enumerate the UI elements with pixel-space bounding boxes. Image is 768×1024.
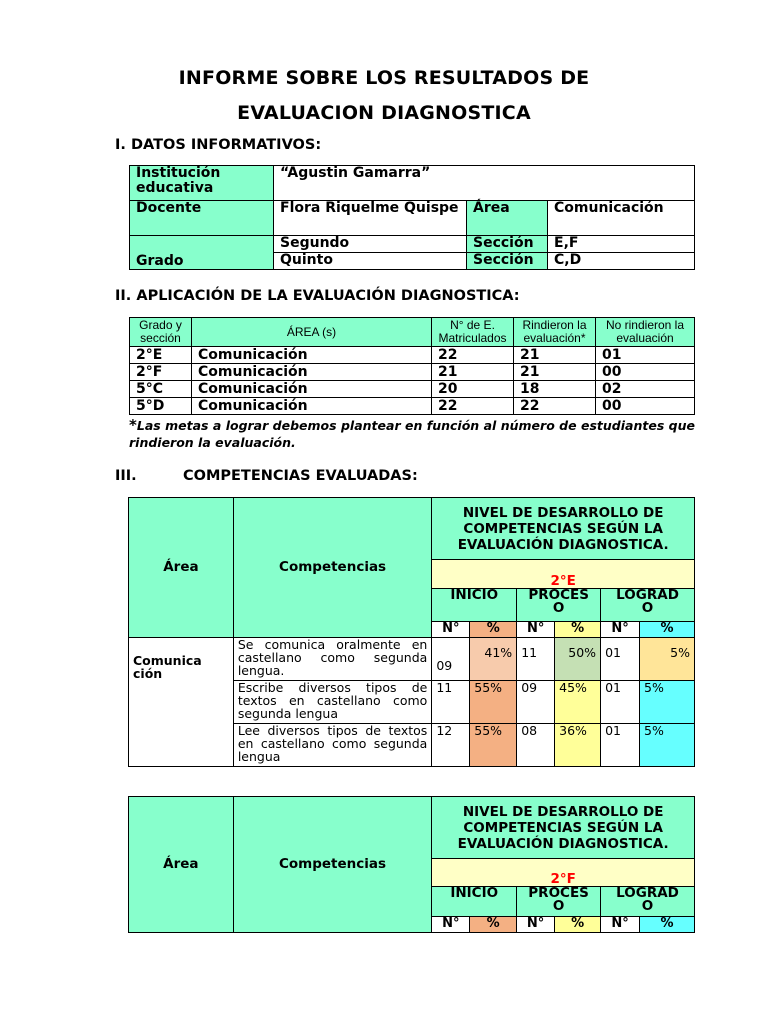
seccion-value: E,F [548, 236, 695, 253]
area-value: Comunicación [548, 201, 695, 236]
level-proceso: PROCES O [517, 887, 601, 917]
nivel-header: NIVEL DE DESARROLLO DE COMPETENCIAS SEGÚN LA EVALUACIÓN DIAGNOSTICA. [432, 498, 695, 560]
table-row [130, 381, 695, 398]
inst-value: “Agustin Gamarra” [274, 166, 695, 201]
datos-informativos-table [129, 165, 695, 270]
docente-label: Docente [130, 201, 274, 236]
grade-label: 2°E [432, 560, 695, 589]
level-logrado: LOGRAD O [601, 589, 695, 622]
cell-rindieron: 22 [514, 398, 596, 415]
cell-grado: 2°F [130, 364, 192, 381]
pct-header: % [470, 917, 517, 933]
cell-rindieron: 21 [514, 347, 596, 364]
proceso-pct: 50% [555, 638, 601, 681]
cell-no-rindieron: 01 [596, 347, 695, 364]
pct-header: % [555, 917, 601, 933]
report-title-line2: EVALUACION DIAGNOSTICA [237, 102, 531, 124]
competencia-cell: Escribe diversos tipos de textos en castellano como segunda lengua [233, 681, 432, 724]
section3-title: COMPETENCIAS EVALUADAS: [183, 468, 418, 484]
aplicacion-table [129, 317, 695, 415]
cell-rindieron: 18 [514, 381, 596, 398]
inicio-pct: 55% [470, 681, 517, 724]
col-header-matriculados: N° de E. Matriculados [432, 318, 514, 347]
area-label: Área [467, 201, 548, 236]
col-header-rindieron: Rindieron la evaluación* [514, 318, 596, 347]
competencias-table-2f [128, 796, 695, 933]
logrado-pct: 5% [640, 724, 695, 767]
footnote [129, 417, 695, 451]
competencias-header: Competencias [233, 498, 432, 638]
n-header: N° [432, 622, 470, 638]
proceso-n: 08 [517, 724, 555, 767]
col-header-no-rindieron: No rindieron la evaluación [596, 318, 695, 347]
cell-area: Comunicación [192, 398, 432, 415]
n-header: N° [601, 622, 640, 638]
proceso-n: 11 [517, 638, 555, 681]
n-header: N° [517, 917, 555, 933]
competencia-cell: Lee diversos tipos de textos en castellano como segunda lengua [233, 724, 432, 767]
inst-label: Institución educativa [130, 166, 274, 201]
inicio-n: 09 [432, 638, 470, 681]
grade-label: 2°F [432, 859, 695, 887]
cell-area: Comunicación [192, 347, 432, 364]
level-proceso: PROCES O [517, 589, 601, 622]
table-row [130, 398, 695, 415]
area-cell: Comunica ción [129, 638, 234, 767]
inicio-n: 11 [432, 681, 470, 724]
logrado-n: 01 [601, 638, 640, 681]
logrado-pct: 5% [640, 681, 695, 724]
competencia-cell: Se comunica oralmente en castellano como segunda lengua. [233, 638, 432, 681]
nivel-header: NIVEL DE DESARROLLO DE COMPETENCIAS SEGÚN LA EVALUACIÓN DIAGNOSTICA. [432, 797, 695, 859]
grado-label: Grado [130, 236, 274, 270]
proceso-n: 09 [517, 681, 555, 724]
table-row [129, 638, 695, 681]
pct-header: % [555, 622, 601, 638]
inicio-n: 12 [432, 724, 470, 767]
cell-matriculados: 22 [432, 398, 514, 415]
inicio-pct: 55% [470, 724, 517, 767]
level-inicio: INICIO [432, 887, 517, 917]
logrado-pct: 5% [640, 638, 695, 681]
col-header-area: ÁREA (s) [192, 318, 432, 347]
section3-number: III. [115, 468, 137, 484]
pct-header: % [640, 622, 695, 638]
grado-value: Segundo [274, 236, 467, 253]
table-row [130, 347, 695, 364]
proceso-pct: 45% [555, 681, 601, 724]
n-header: N° [601, 917, 640, 933]
seccion-value: C,D [548, 253, 695, 270]
cell-grado: 2°E [130, 347, 192, 364]
pct-header: % [470, 622, 517, 638]
pct-header: % [640, 917, 695, 933]
section2-title: II. APLICACIÓN DE LA EVALUACIÓN DIAGNOSTICA: [115, 288, 520, 304]
proceso-pct: 36% [555, 724, 601, 767]
cell-matriculados: 22 [432, 347, 514, 364]
cell-rindieron: 21 [514, 364, 596, 381]
cell-area: Comunicación [192, 381, 432, 398]
n-header: N° [517, 622, 555, 638]
footnote-text: Las metas a lograr debemos plantear en función al número de estudiantes que rindieron la evaluación. [129, 418, 695, 450]
area-header: Área [129, 498, 234, 638]
logrado-n: 01 [601, 724, 640, 767]
cell-area: Comunicación [192, 364, 432, 381]
grado-value: Quinto [274, 253, 467, 270]
cell-grado: 5°D [130, 398, 192, 415]
section1-number: I. [115, 137, 126, 153]
level-logrado: LOGRAD O [601, 887, 695, 917]
n-header: N° [432, 917, 470, 933]
competencias-table-2e [128, 497, 695, 767]
cell-matriculados: 21 [432, 364, 514, 381]
cell-grado: 5°C [130, 381, 192, 398]
cell-matriculados: 20 [432, 381, 514, 398]
cell-no-rindieron: 00 [596, 364, 695, 381]
competencias-header: Competencias [233, 797, 432, 933]
section1-title: DATOS INFORMATIVOS: [131, 137, 322, 153]
cell-no-rindieron: 02 [596, 381, 695, 398]
cell-no-rindieron: 00 [596, 398, 695, 415]
report-title-line1: INFORME SOBRE LOS RESULTADOS DE [178, 67, 590, 89]
level-inicio: INICIO [432, 589, 517, 622]
area-header: Área [129, 797, 234, 933]
footnote-star: * [129, 416, 137, 434]
inicio-pct: 41% [470, 638, 517, 681]
col-header-grado: Grado y sección [130, 318, 192, 347]
seccion-label: Sección [467, 253, 548, 270]
logrado-n: 01 [601, 681, 640, 724]
docente-value: Flora Riquelme Quispe [274, 201, 467, 236]
seccion-label: Sección [467, 236, 548, 253]
table-row [130, 364, 695, 381]
